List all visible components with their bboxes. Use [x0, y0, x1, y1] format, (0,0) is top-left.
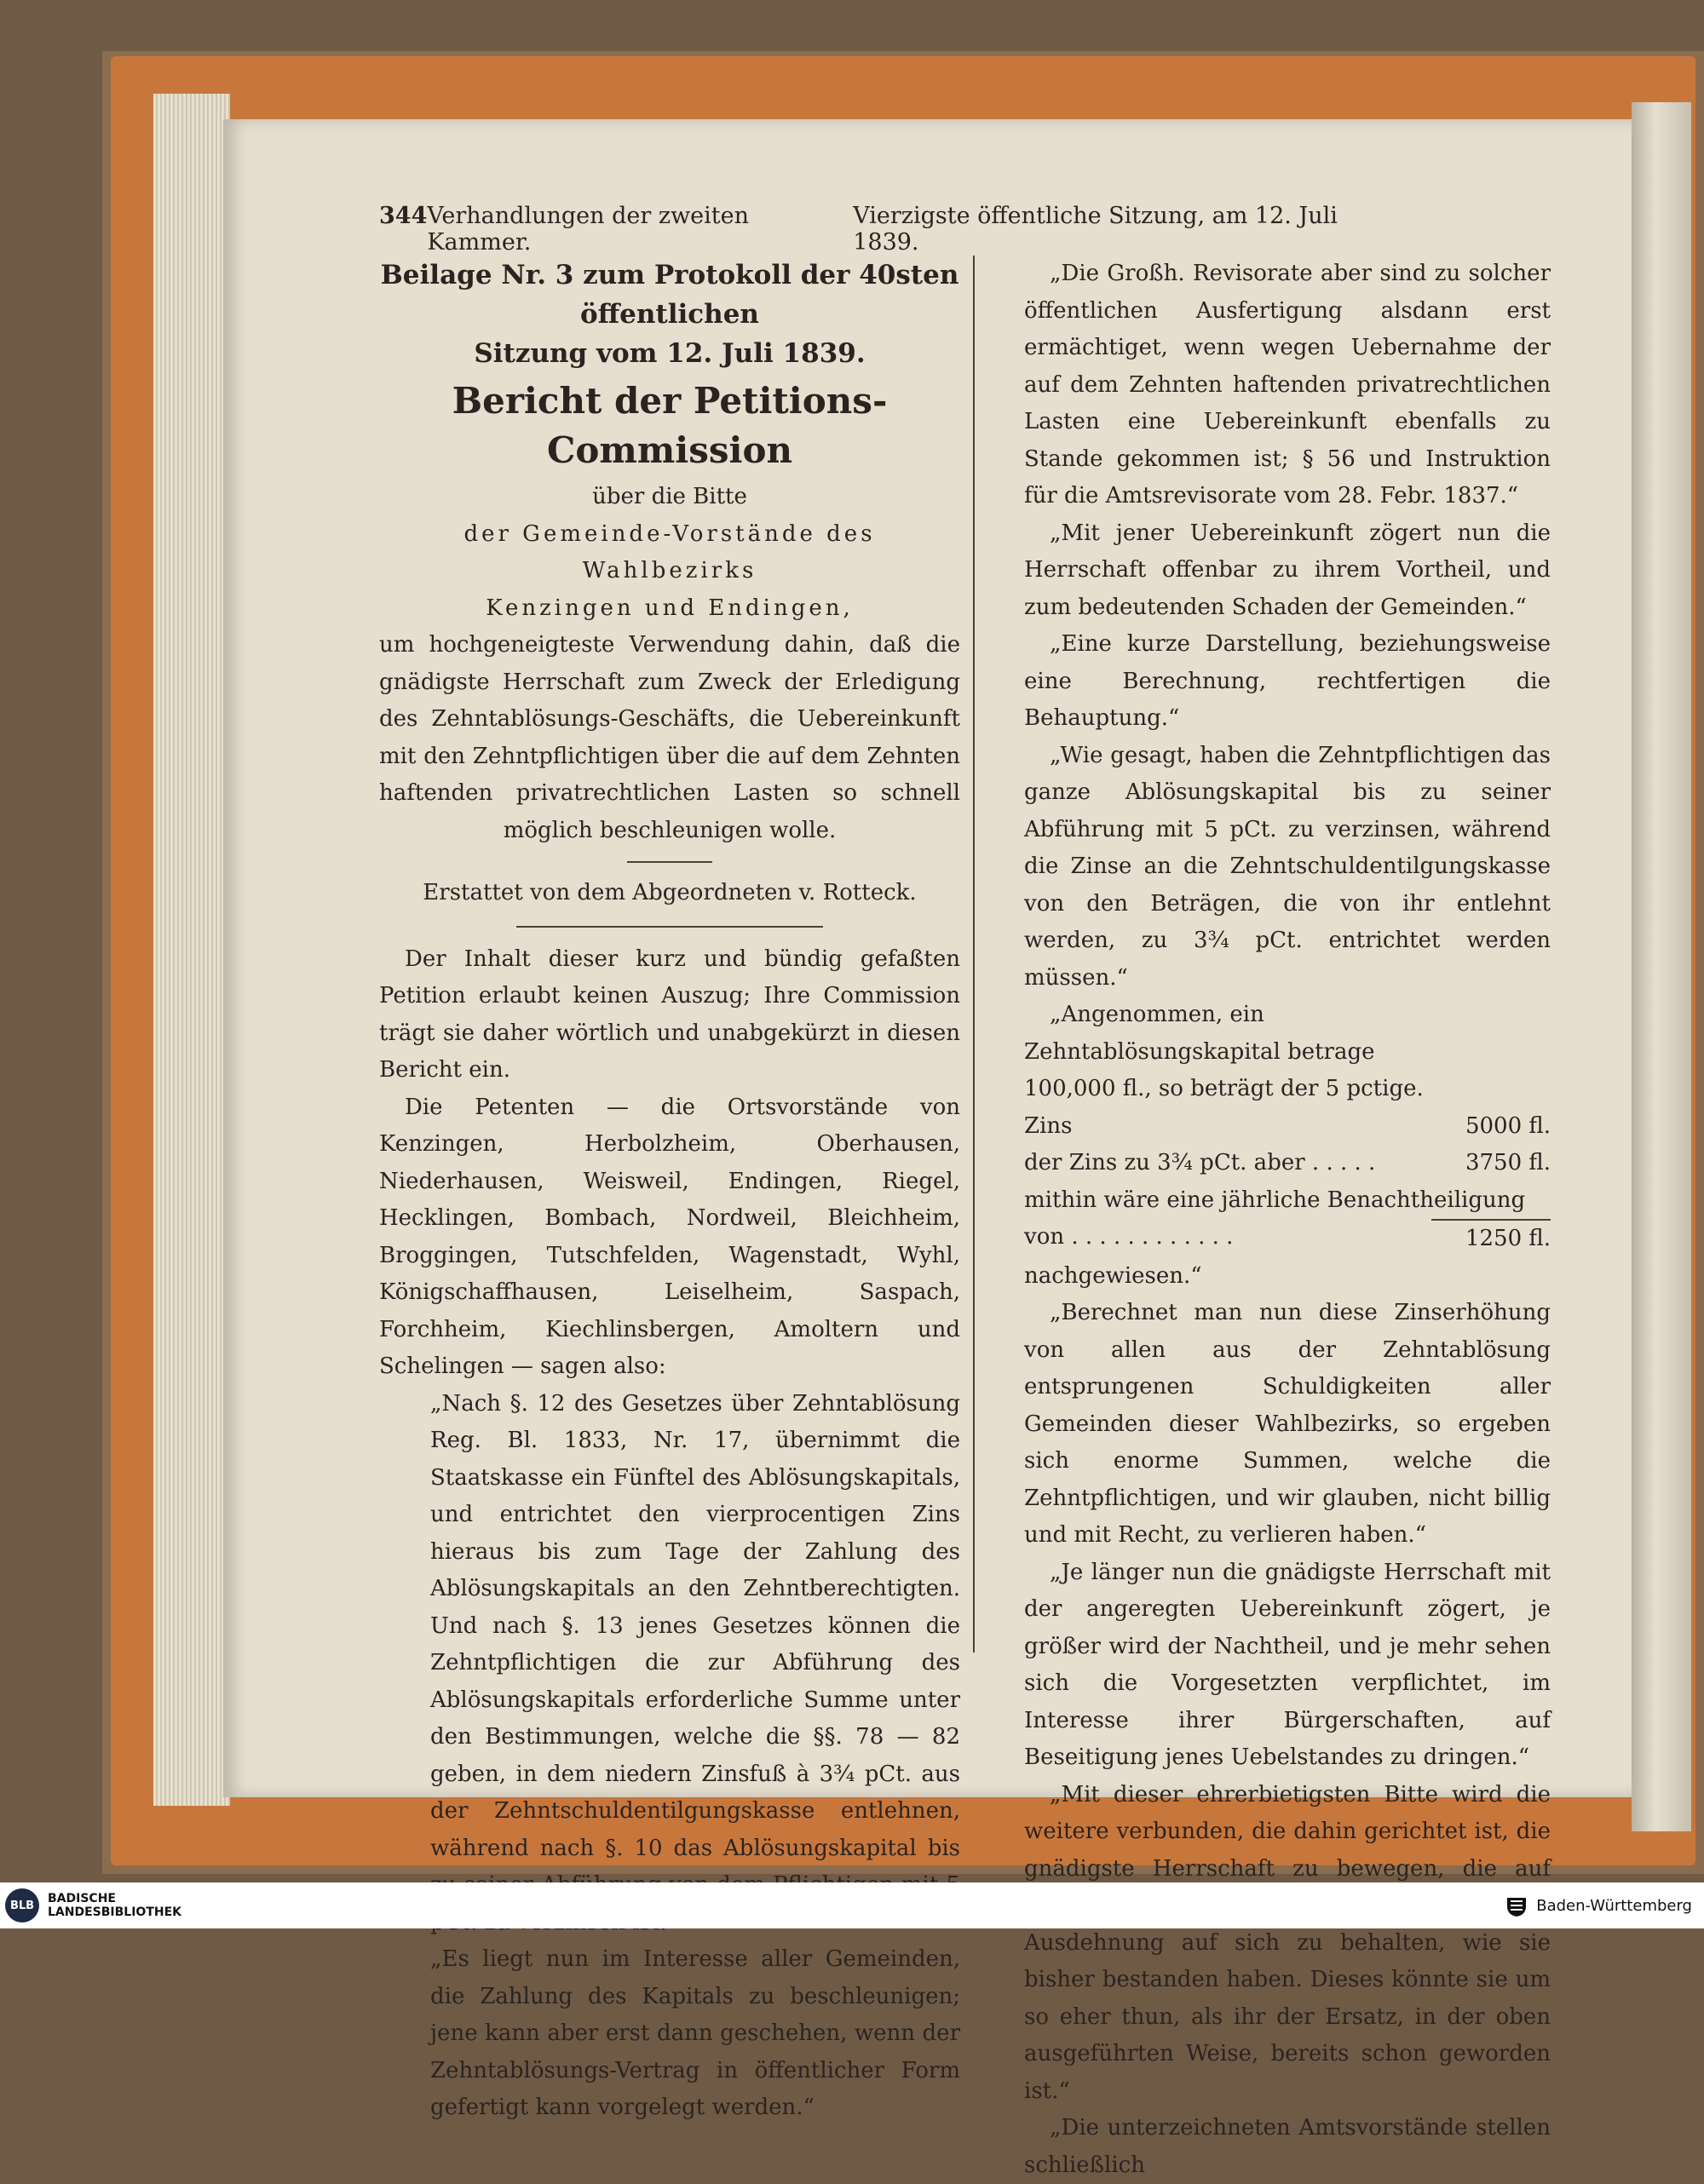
paragraph: Die Petenten — die Ortsvorstände von Kenzingen, Herbolzheim, Oberhausen, Niederhausen, Weisweil, Endingen, Riegel, Hecklingen, Bombach, Nordweil, Bleichheim, Broggingen, Tutschfelden, Wagenstadt, Wyhl, Königschaffhausen, Leiselheim, Saspach, Forchheim, Kiechlinsbergen, Amoltern und Schelingen — sagen also: — [379, 1094, 960, 1379]
footer-bar — [0, 1882, 1704, 1928]
paragraph: „Es liegt nun im Interesse aller Gemeinden, die Zahlung des Kapitals zu beschleunigen; jene kann aber erst dann geschehen, wenn der Zehntablösungs-Vertrag in öffentlicher Form gefertigt kann vorgelegt werden.“ — [430, 1946, 960, 2120]
short-rule — [627, 861, 712, 863]
subtitle-line1: über die Bitte — [592, 484, 747, 509]
calc-amount: 1250 fl. — [1431, 1219, 1551, 1258]
paragraph: „Wie gesagt, haben die Zehntpflichtigen das ganze Ablösungskapital bis zu seiner Abführung mit 5 pCt. zu verzinsen, während die Zinse an die Zehntschuldentilgungskasse von den Beträgen, die von ihr entlehnt werden, zu 3¾ pCt. entrichtet werden müssen.“ — [1024, 742, 1551, 991]
appendix-title-line2: Sitzung vom 12. Juli 1839. — [474, 338, 866, 369]
column-divider — [973, 256, 975, 1652]
state-brand[interactable] — [1504, 1893, 1692, 1918]
page-number: 344 — [379, 203, 428, 229]
subtitle-line2: der Gemeinde-Vorstände des Wahlbezirks — [463, 520, 876, 583]
subtitle-line3: Kenzingen und Endingen, — [486, 595, 854, 621]
paragraph: Der Inhalt dieser kurz und bündig gefaßten Petition erlaubt keinen Auszug; Ihre Commission trägt sie daher wörtlich und unabgekürzt in diesen Bericht ein. — [379, 945, 960, 1083]
report-title: Bericht der Petitions-Commission — [452, 380, 888, 471]
calc-end: nachgewiesen.“ — [1024, 1262, 1202, 1289]
calc-label: „Angenommen, ein Zehntablösungskapital betrage 100,000 fl., so beträgt der 5 pctige. Zins — [1024, 1002, 1424, 1139]
calc-row — [1024, 1182, 1551, 1220]
calc-label: von . . . . . . . . . . . . — [1024, 1224, 1234, 1250]
library-name-line2: LANDESBIBLIOTHEK — [48, 1905, 182, 1919]
reporter-line: Erstattet von dem Abgeordneten v. Rotteck. — [423, 880, 917, 905]
calc-total-row — [1024, 1219, 1551, 1258]
paragraph: „Mit jener Uebereinkunft zögert nun die Herrschaft offenbar zu ihrem Vortheil, und zum bedeutenden Schaden der Gemeinden.“ — [1024, 520, 1551, 620]
long-rule — [516, 926, 823, 928]
library-name-line1: BADISCHE — [48, 1892, 116, 1905]
state-coat-of-arms-icon — [1504, 1893, 1529, 1918]
paragraph: „Berechnet man nun diese Zinserhöhung von allen aus der Zehntablösung entsprungenen Schuldigkeiten aller Gemeinden dieser Wahlbezirks, so ergeben sich enorme Summen, welche die Zehntpflichtigen, und wir glauben, nicht billig und mit Recht, zu verlieren haben.“ — [1024, 1300, 1551, 1548]
session-title: Vierzigste öffentliche Sitzung, am 12. Juli 1839. — [853, 203, 1338, 256]
paragraph: „Eine kurze Darstellung, beziehungsweise eine Berechnung, rechtfertigen die Behauptung.“ — [1024, 631, 1551, 731]
running-header — [379, 203, 1402, 256]
paragraph: „Die unterzeichneten Amtsvorstände stellen schließlich — [1024, 2115, 1551, 2178]
facing-page-edge — [1632, 102, 1691, 1831]
state-name: Baden-Württemberg — [1536, 1896, 1692, 1915]
paragraph: „Je länger nun die gnädigste Herrschaft mit der angeregten Uebereinkunft zögert, je größer wird der Nachtheil, und je mehr sehen sich die Vorgesetzten verpflichtet, im Interesse ihrer Bürgerschaften, auf Beseitigung jenes Uebelstandes zu dringen.“ — [1024, 1559, 1551, 1770]
library-name — [48, 1892, 181, 1919]
left-column — [379, 256, 960, 2127]
calc-amount: 5000 fl. — [1465, 1112, 1551, 1139]
paragraph: „Nach §. 12 des Gesetzes über Zehntablösung Reg. Bl. 1833, Nr. 17, übernimmt die Staatskasse ein Fünftel des Ablösungskapitals, und entrichtet den vierprocentigen Zins hieraus bis zum Tage der Zahlung des Ablösungskapitals an den Zehntberechtigten. Und nach §. 13 jenes Gesetzes können die Zehntpflichtigen die zur Abführung des Ablösungskapitals erforderliche Summe unter den Bestimmungen, welche die §§. 78 — 82 geben, in dem niedern Zinsfuß à 3¾ pCt. aus der Zehntschuldentilgungskasse entlehnen, während nach §. 10 das Ablösungskapital bis — [430, 1390, 960, 1861]
blb-logo-icon: BLB — [5, 1888, 39, 1922]
calc-row — [1024, 997, 1551, 1145]
page-stack-edge — [153, 94, 230, 1806]
calc-label: der Zins zu 3¾ pCt. aber . . . . . — [1024, 1150, 1376, 1175]
paragraph: „Die Großh. Revisorate aber sind zu solcher öffentlichen Ausfertigung alsdann erst ermächtiget, wenn wegen Uebernahme der auf dem Zehnten haftenden privatrechtlichen Lasten eine Uebereinkunft ebenfalls zu Stande gekommen ist; § 56 und Instruktion für die Amtsrevisorate vom 28. Febr. 1837.“ — [1024, 261, 1551, 509]
library-brand[interactable] — [5, 1888, 181, 1922]
appendix-title-line1: Beilage Nr. 3 zum Protokoll der 40sten öffentlichen — [380, 260, 959, 330]
subtitle-petition-text: um hochgeneigteste Verwendung dahin, daß die gnädigste Herrschaft zum Zweck der Erledigung des Zehntablösungs-Geschäfts, die Uebereinkunft mit den Zehntpflichtigen über die auf dem Zehnten haftenden privatrechtlichen Lasten so schnell möglich beschleunigen wolle. — [379, 632, 960, 843]
calc-row — [1024, 1145, 1551, 1182]
running-title: Verhandlungen der zweiten Kammer. — [427, 203, 750, 256]
calc-amount: 3750 fl. — [1465, 1150, 1551, 1175]
calc-label: mithin wäre eine jährliche Benachtheiligung — [1024, 1187, 1526, 1213]
paragraph: „Mit dieser ehrerbietigsten Bitte wird die weitere verbunden, die dahin gerichtet ist, die gnädigste Herrschaft zu bewegen, die auf Ausdehnung auf sich zu behalten, wie sie bisher bestanden haben. Dieses könnte sie um so eher thun, als ihr der Ersatz, in der oben ausgeführten Weise, bereits schon geworden ist.“ — [1024, 1781, 1551, 2104]
